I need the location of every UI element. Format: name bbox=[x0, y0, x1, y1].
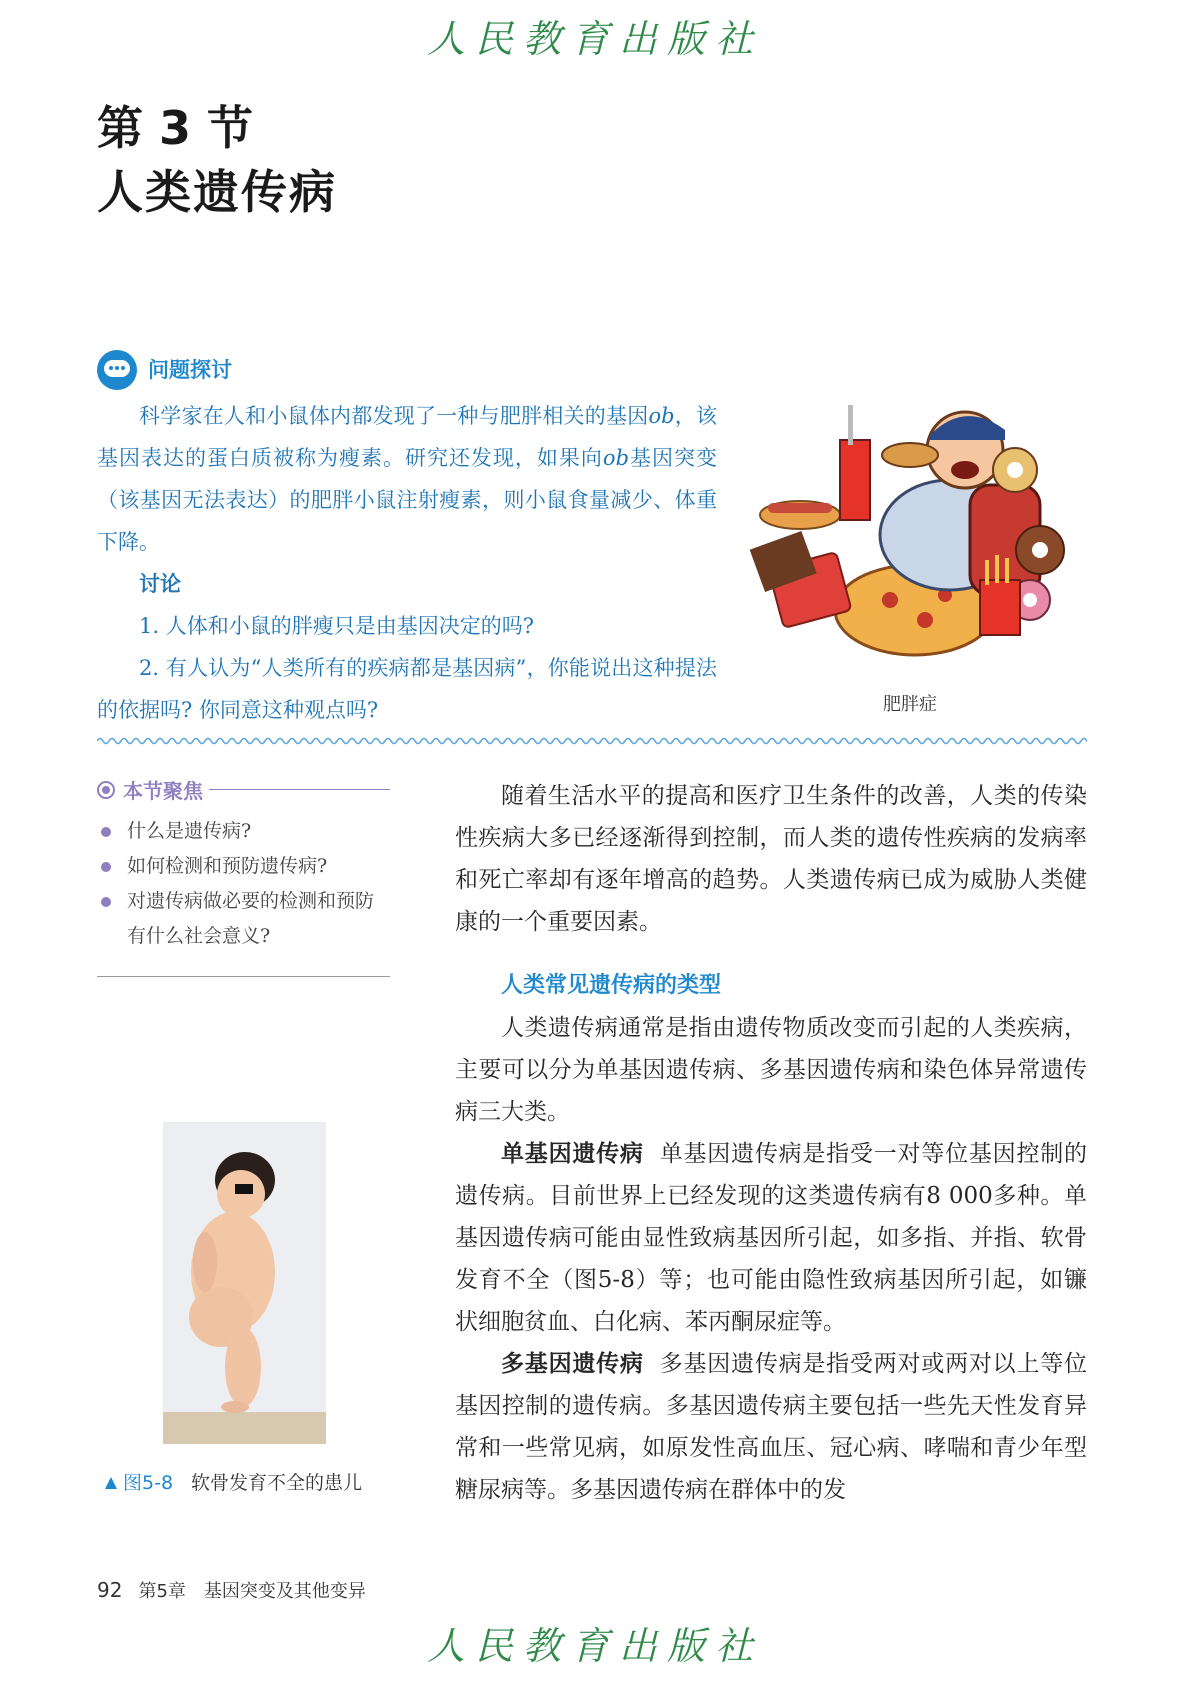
figure-number: 图5-8 bbox=[123, 1472, 174, 1494]
wavy-divider bbox=[97, 735, 1087, 747]
page-number: 92 bbox=[97, 1578, 123, 1602]
focus-item: 什么是遗传病? bbox=[97, 814, 390, 849]
main-body bbox=[455, 775, 1087, 1511]
subsection-heading: 人类常见遗传病的类型 bbox=[501, 973, 722, 998]
discussion-body bbox=[97, 395, 717, 731]
focus-divider bbox=[97, 976, 390, 977]
publisher-logo-bottom: 人民教育出版社 bbox=[426, 1624, 763, 1668]
chapter-title: 第5章 基因突变及其他变异 bbox=[138, 1581, 366, 1602]
section-title: 人类遗传病 bbox=[97, 165, 337, 219]
discussion-label: 讨论 bbox=[139, 572, 181, 596]
discussion-title: 问题探讨 bbox=[148, 358, 232, 382]
focus-header bbox=[97, 775, 390, 804]
section-focus-box bbox=[97, 775, 390, 954]
gene-name: ob bbox=[648, 404, 675, 428]
achondroplasia-child-photo bbox=[163, 1122, 326, 1444]
discussion-question-2: 2. 有人认为“人类所有的疾病都是基因病”，你能说出这种提法的依据吗? 你同意这种观点吗? bbox=[97, 656, 717, 722]
focus-list bbox=[97, 814, 390, 954]
term-single-gene: 单基因遗传病 bbox=[501, 1141, 644, 1167]
focus-title: 本节聚焦 bbox=[123, 779, 203, 803]
figure-caption-text: 软骨发育不全的患儿 bbox=[191, 1472, 363, 1494]
discussion-intro: 科学家在人和小鼠体内都发现了一种与肥胖相关的基因ob，该基因表达的蛋白质被称为瘦素。研究还发现，如果向ob基因突变（该基因无法表达）的肥胖小鼠注射瘦素，则小鼠食量减少、体重下降。 bbox=[97, 404, 718, 554]
term-multi-gene: 多基因遗传病 bbox=[501, 1351, 644, 1377]
types-paragraph: 人类遗传病通常是指由遗传物质改变而引起的人类疾病，主要可以分为单基因遗传病、多基因遗传病和染色体异常遗传病三大类。 bbox=[455, 1015, 1087, 1125]
obesity-illustration bbox=[740, 395, 1080, 685]
focus-item: 对遗传病做必要的检测和预防有什么社会意义? bbox=[97, 884, 390, 954]
multi-gene-paragraph: 多基因遗传病 多基因遗传病是指受两对或两对以上等位基因控制的遗传病。多基因遗传病主要包括一些先天性发育异常和一些常见病，如原发性高血压、冠心病、哮喘和青少年型糖尿病等。多基因遗传病在群体中的发 bbox=[455, 1351, 1088, 1503]
triangle-icon bbox=[105, 1477, 117, 1489]
intro-paragraph: 随着生活水平的提高和医疗卫生条件的改善，人类的传染性疾病大多已经逐渐得到控制，而人类的遗传性疾病的发病率和死亡率却有逐年增高的趋势。人类遗传病已成为威胁人类健康的一个重要因素。 bbox=[455, 783, 1087, 935]
page-footer bbox=[97, 1577, 366, 1603]
single-gene-paragraph: 单基因遗传病 单基因遗传病是指受一对等位基因控制的遗传病。目前世界上已经发现的这类遗传病有8 000多种。单基因遗传病可能由显性致病基因所引起，如多指、并指、软骨发育不全（图5-8）等；也可能由隐性致病基因所引起，如镰状细胞贫血、白化病、苯丙酮尿症等。 bbox=[455, 1141, 1088, 1335]
focus-item: 如何检测和预防遗传病? bbox=[97, 849, 390, 884]
gene-name: ob bbox=[602, 446, 630, 470]
obesity-caption: 肥胖症 bbox=[883, 694, 937, 715]
section-number: 第 3 节 bbox=[97, 101, 254, 155]
discussion-question-1: 1. 人体和小鼠的胖瘦只是由基因决定的吗? bbox=[139, 614, 534, 638]
discussion-chat-icon bbox=[97, 350, 137, 390]
target-icon bbox=[97, 781, 115, 799]
figure-caption bbox=[105, 1468, 362, 1495]
publisher-logo-top: 人民教育出版社 bbox=[426, 17, 763, 61]
